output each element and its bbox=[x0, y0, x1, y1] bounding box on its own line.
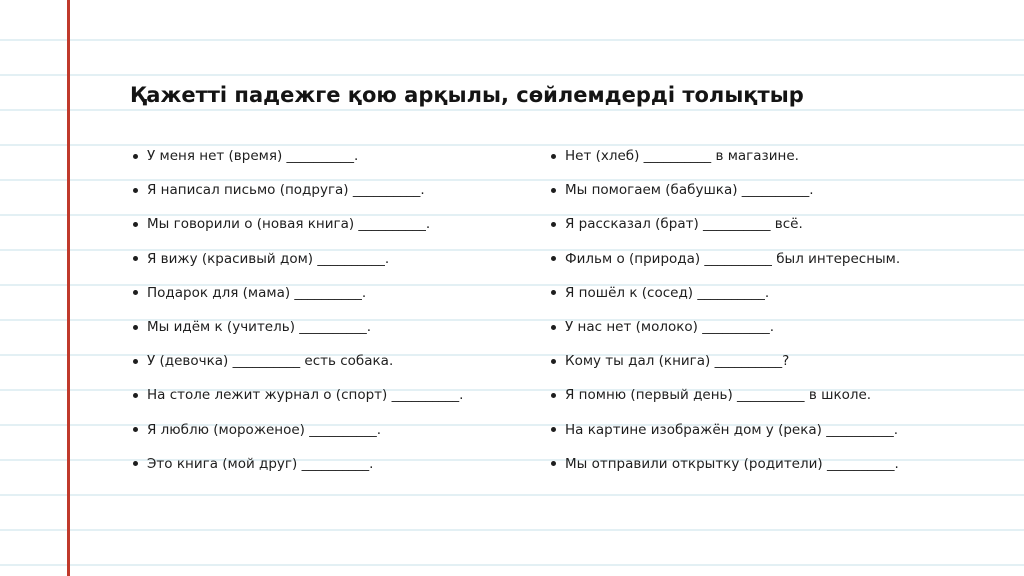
sentence-text: Я написал письмо (подруга) __________. bbox=[147, 182, 425, 199]
bullet-icon bbox=[133, 325, 138, 330]
bullet-icon bbox=[551, 359, 556, 364]
list-item bbox=[551, 378, 900, 412]
list-item bbox=[551, 173, 900, 207]
sentence-text: Нет (хлеб) __________ в магазине. bbox=[565, 148, 799, 165]
sentence-text: Мы отправили открытку (родители) __________. bbox=[565, 455, 899, 472]
list-item bbox=[551, 207, 900, 241]
sentence-text: Кому ты дал (книга) __________? bbox=[565, 353, 790, 370]
bullet-icon bbox=[133, 222, 138, 227]
sentence-text: Я люблю (мороженое) __________. bbox=[147, 421, 382, 438]
bullet-icon bbox=[551, 461, 556, 466]
list-item bbox=[551, 447, 900, 481]
sentence-text: На картине изображён дом у (река) __________. bbox=[565, 421, 899, 438]
bullet-icon bbox=[551, 188, 556, 193]
bullet-icon bbox=[133, 290, 138, 295]
list-item bbox=[133, 276, 463, 310]
sentence-text: Мы идём к (учитель) __________. bbox=[147, 319, 372, 336]
exercise-list-left bbox=[133, 139, 463, 481]
bullet-icon bbox=[551, 427, 556, 432]
list-item bbox=[551, 242, 900, 276]
list-item bbox=[133, 344, 463, 378]
list-item bbox=[133, 413, 463, 447]
sentence-text: Я вижу (красивый дом) __________. bbox=[147, 250, 390, 267]
sentence-text: Мы говорили о (новая книга) __________. bbox=[147, 216, 431, 233]
bullet-icon bbox=[551, 393, 556, 398]
bullet-icon bbox=[133, 256, 138, 261]
sentence-text: На столе лежит журнал о (спорт) __________. bbox=[147, 387, 464, 404]
bullet-icon bbox=[551, 290, 556, 295]
list-item bbox=[551, 276, 900, 310]
bullet-icon bbox=[133, 427, 138, 432]
list-item bbox=[133, 173, 463, 207]
sentence-text: Фильм о (природа) __________ был интересным. bbox=[565, 250, 901, 267]
page-title: Қажетті падежге қою арқылы, сөйлемдерді толықтыр bbox=[130, 83, 804, 107]
list-item bbox=[133, 447, 463, 481]
list-item bbox=[133, 139, 463, 173]
sentence-text: У (девочка) __________ есть собака. bbox=[147, 353, 394, 370]
list-item bbox=[133, 207, 463, 241]
list-item bbox=[551, 344, 900, 378]
bullet-icon bbox=[133, 154, 138, 159]
sentence-text: Подарок для (мама) __________. bbox=[147, 284, 367, 301]
sentence-text: Я пошёл к (сосед) __________. bbox=[565, 284, 770, 301]
sentence-text: Я помню (первый день) __________ в школе. bbox=[565, 387, 872, 404]
bullet-icon bbox=[133, 188, 138, 193]
bullet-icon bbox=[551, 325, 556, 330]
list-item bbox=[133, 310, 463, 344]
bullet-icon bbox=[133, 393, 138, 398]
list-item bbox=[551, 310, 900, 344]
list-item bbox=[133, 242, 463, 276]
exercise-list-right bbox=[551, 139, 900, 481]
bullet-icon bbox=[551, 256, 556, 261]
bullet-icon bbox=[551, 222, 556, 227]
list-item bbox=[133, 378, 463, 412]
sentence-text: Это книга (мой друг) __________. bbox=[147, 455, 374, 472]
bullet-icon bbox=[551, 154, 556, 159]
bullet-icon bbox=[133, 461, 138, 466]
notebook-margin-line bbox=[67, 0, 70, 576]
list-item bbox=[551, 139, 900, 173]
list-item bbox=[551, 413, 900, 447]
sentence-text: Я рассказал (брат) __________ всё. bbox=[565, 216, 803, 233]
bullet-icon bbox=[133, 359, 138, 364]
sentence-text: У меня нет (время) __________. bbox=[147, 148, 359, 165]
sentence-text: У нас нет (молоко) __________. bbox=[565, 319, 774, 336]
sentence-text: Мы помогаем (бабушка) __________. bbox=[565, 182, 814, 199]
